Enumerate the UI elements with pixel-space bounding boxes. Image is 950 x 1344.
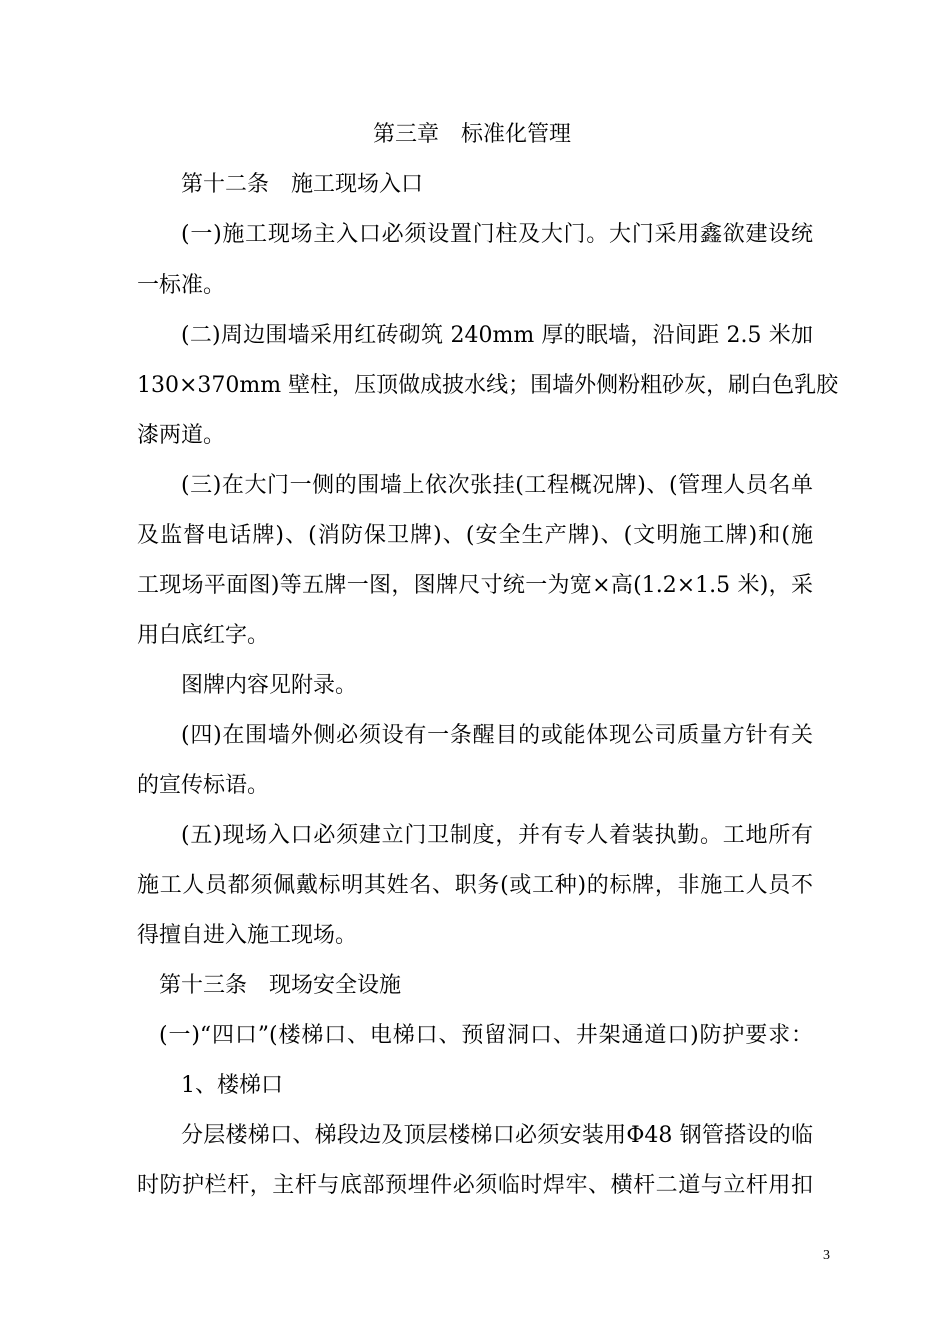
paragraph-line: (三)在大门一侧的围墙上依次张挂(工程概况牌)、(管理人员名单: [181, 473, 813, 498]
paragraph-line: 施工人员都须佩戴标明其姓名、职务(或工种)的标牌，非施工人员不: [137, 873, 813, 898]
paragraph-line: 工现场平面图)等五牌一图，图牌尺寸统一为宽×高(1.2×1.5 米)，采: [137, 573, 813, 598]
paragraph-line: 时防护栏杆，主杆与底部预埋件必须临时焊牢、横杆二道与立杆用扣: [137, 1173, 813, 1198]
paragraph-line: (一)施工现场主入口必须设置门柱及大门。大门采用鑫欲建设统: [181, 222, 813, 247]
article-12-heading: 第十二条 施工现场入口: [181, 172, 424, 197]
paragraph-line: (二)周边围墙采用红砖砌筑 240mm 厚的眠墙，沿间距 2.5 米加: [181, 323, 813, 348]
article-13-heading: 第十三条 现场安全设施: [159, 973, 402, 998]
paragraph-line: 的宣传标语。: [137, 773, 270, 798]
paragraph-line: 分层楼梯口、梯段边及顶层楼梯口必须安装用Φ48 钢管搭设的临: [181, 1123, 813, 1148]
paragraph-line: 得擅自进入施工现场。: [137, 923, 358, 948]
paragraph-line: (一)“四口”(楼梯口、电梯口、预留洞口、井架通道口)防护要求：: [159, 1023, 813, 1048]
page-number: 3: [823, 1248, 830, 1263]
chapter-title: 第三章 标准化管理: [373, 122, 572, 147]
paragraph-line: 一标准。: [137, 273, 226, 298]
sub-heading: 1、楼梯口: [181, 1073, 283, 1098]
paragraph-line: 用白底红字。: [137, 623, 270, 648]
paragraph-line: 130×370mm 壁柱，压顶做成披水线；围墙外侧粉粗砂灰，刷白色乳胶: [137, 373, 839, 398]
paragraph-line: 图牌内容见附录。: [181, 673, 358, 698]
paragraph-line: (五)现场入口必须建立门卫制度，并有专人着装执勤。工地所有: [181, 823, 813, 848]
paragraph-line: (四)在围墙外侧必须设有一条醒目的或能体现公司质量方针有关: [181, 723, 813, 748]
paragraph-line: 漆两道。: [137, 423, 226, 448]
paragraph-line: 及监督电话牌)、(消防保卫牌)、(安全生产牌)、(文明施工牌)和(施: [137, 523, 813, 548]
